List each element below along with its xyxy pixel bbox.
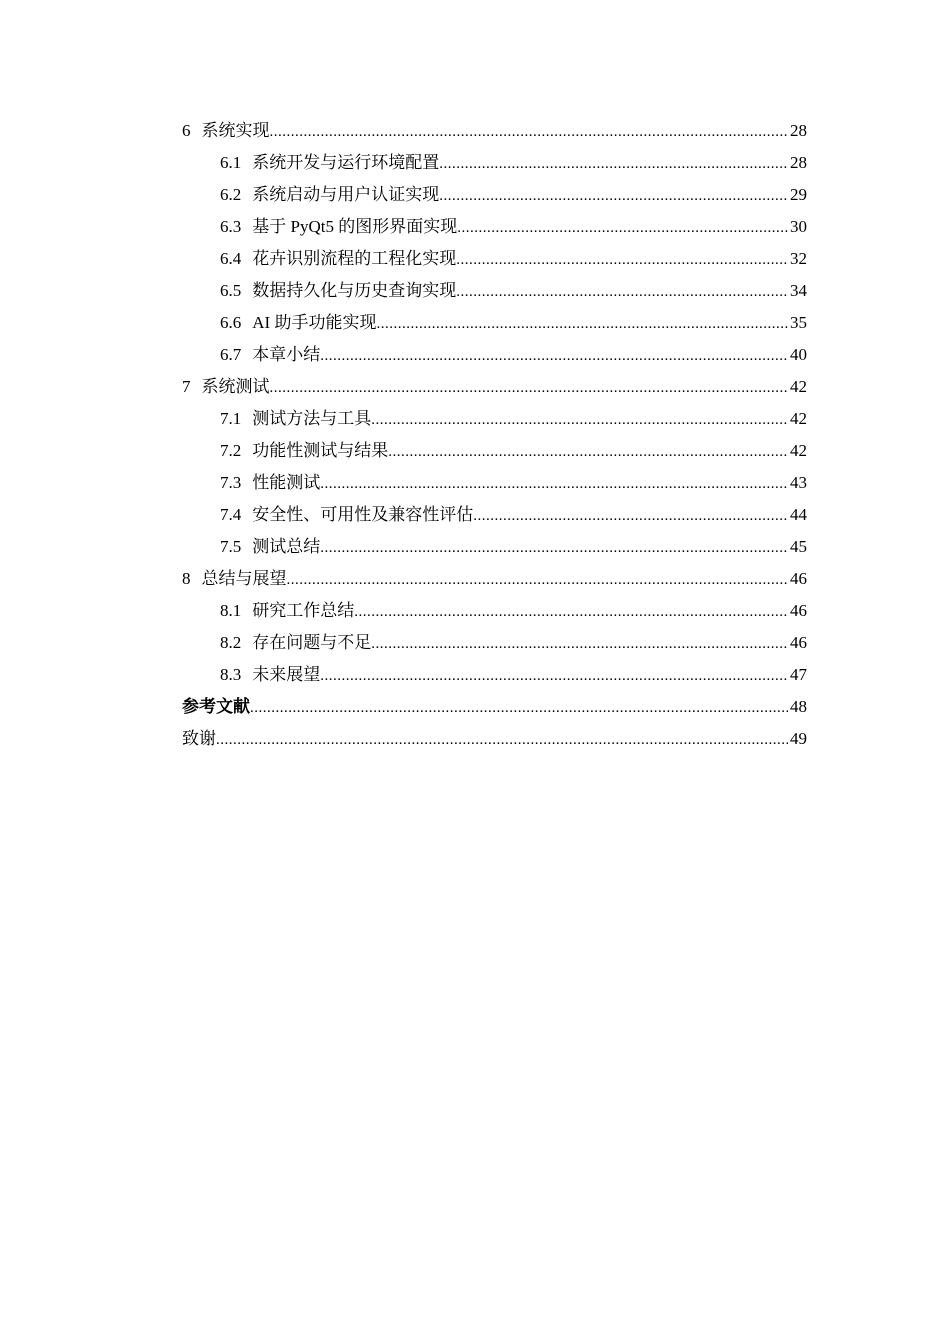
toc-entry-number: 8.2 [220,633,242,652]
toc-entry-text: 功能性测试与结果 [252,441,389,460]
toc-entry-title [220,243,456,275]
toc-entry[interactable] [182,499,807,531]
toc-entry-title [220,659,320,691]
toc-entry[interactable] [182,275,807,307]
toc-entry[interactable] [182,339,807,371]
toc-entry-number: 8.3 [220,665,242,684]
toc-page-number: 48 [790,697,807,716]
toc-entry-number: 6.6 [220,313,242,332]
toc-dot-leader [473,500,788,532]
toc-dot-leader [216,724,788,756]
toc-entry[interactable] [182,147,807,179]
toc-entry[interactable] [182,467,807,499]
toc-entry-number: 6.4 [220,249,242,268]
toc-entry-text: 系统启动与用户认证实现 [252,185,440,204]
toc-entry-number: 6.7 [220,345,242,364]
toc-entry-title [220,179,439,211]
toc-entry-title [220,275,456,307]
toc-dot-leader [354,596,788,628]
toc-page-number: 46 [790,601,807,620]
toc-entry-text: AI 助手功能实现 [252,313,377,332]
toc-page-number: 47 [790,665,807,684]
toc-entry[interactable] [182,723,807,755]
toc-entry[interactable] [182,307,807,339]
toc-entry-title [220,211,457,243]
toc-entry[interactable] [182,211,807,243]
toc-entry-number: 6.3 [220,217,242,236]
toc-entry-number: 6.1 [220,153,242,172]
toc-entry-number: 7.2 [220,441,242,460]
toc-entry-text: 花卉识别流程的工程化实现 [252,249,457,268]
toc-page-number: 29 [790,185,807,204]
toc-entry-title [182,115,270,147]
toc-entry[interactable] [182,243,807,275]
toc-entry-number: 7.1 [220,409,242,428]
toc-dot-leader [457,212,788,244]
toc-entry-title [220,595,354,627]
toc-entry-title [220,499,473,531]
toc-page-number: 28 [790,121,807,140]
toc-entry-number: 7.4 [220,505,242,524]
toc-entry-text: 未来展望 [252,665,321,684]
toc-dot-leader [270,116,789,148]
toc-entry-number: 6 [182,121,191,140]
toc-entry-text: 本章小结 [252,345,321,364]
toc-dot-leader [371,404,788,436]
toc-dot-leader [287,564,789,596]
toc-dot-leader [320,660,788,692]
toc-entry-title [182,371,270,403]
toc-entry-text: 安全性、可用性及兼容性评估 [252,505,474,524]
toc-dot-leader [439,180,788,212]
toc-entry[interactable] [182,115,807,147]
toc-entry-title [220,467,320,499]
toc-entry-text: 总结与展望 [201,569,287,588]
toc-entry-title [220,147,439,179]
toc-entry-text: 参考文献 [182,697,250,716]
toc-entry-title [182,723,216,755]
toc-entry-number: 7.5 [220,537,242,556]
toc-entry[interactable] [182,435,807,467]
toc-entry[interactable] [182,691,807,723]
toc-entry-text: 测试方法与工具 [252,409,372,428]
toc-page-number: 30 [790,217,807,236]
toc-entry-title [220,307,376,339]
toc-entry-number: 6.2 [220,185,242,204]
toc-page-number: 42 [790,377,807,396]
toc-entry-title [220,627,371,659]
toc-entry-title [182,691,250,723]
toc-entry-number: 8 [182,569,191,588]
toc-entry[interactable] [182,531,807,563]
toc-entry-title [220,403,371,435]
toc-entry-text: 系统开发与运行环境配置 [252,153,440,172]
toc-page-number: 46 [790,569,807,588]
toc-entry-text: 系统测试 [201,377,270,396]
table-of-contents [182,115,807,755]
toc-entry-text: 基于 PyQt5 的图形界面实现 [252,217,458,236]
toc-entry-text: 系统实现 [201,121,270,140]
toc-dot-leader [320,340,788,372]
toc-entry-number: 7 [182,377,191,396]
toc-entry-text: 数据持久化与历史查询实现 [252,281,457,300]
toc-page-number: 43 [790,473,807,492]
toc-dot-leader [439,148,788,180]
toc-entry-text: 致谢 [182,729,216,748]
toc-entry[interactable] [182,403,807,435]
toc-entry[interactable] [182,627,807,659]
toc-dot-leader [456,276,788,308]
toc-entry-text: 存在问题与不足 [252,633,372,652]
toc-entry-title [220,435,388,467]
toc-entry-number: 7.3 [220,473,242,492]
toc-dot-leader [456,244,788,276]
toc-entry-text: 测试总结 [252,537,321,556]
toc-dot-leader [320,532,788,564]
toc-entry[interactable] [182,371,807,403]
toc-entry[interactable] [182,563,807,595]
toc-entry-text: 研究工作总结 [252,601,355,620]
toc-page-number: 32 [790,249,807,268]
toc-entry-title [220,531,320,563]
toc-entry-number: 8.1 [220,601,242,620]
toc-page-number: 34 [790,281,807,300]
toc-page-number: 46 [790,633,807,652]
toc-entry[interactable] [182,595,807,627]
toc-entry-number: 6.5 [220,281,242,300]
toc-page-number: 42 [790,409,807,428]
toc-dot-leader [388,436,788,468]
toc-entry[interactable] [182,179,807,211]
toc-page-number: 40 [790,345,807,364]
toc-entry-text: 性能测试 [252,473,321,492]
toc-page-number: 28 [790,153,807,172]
toc-dot-leader [320,468,788,500]
toc-page-number: 49 [790,729,807,748]
toc-entry-title [220,339,320,371]
toc-dot-leader [250,692,788,724]
toc-dot-leader [371,628,788,660]
toc-page-number: 42 [790,441,807,460]
toc-entry-title [182,563,287,595]
toc-page-number: 44 [790,505,807,524]
toc-dot-leader [270,372,789,404]
toc-page-number: 35 [790,313,807,332]
toc-dot-leader [376,308,788,340]
toc-entry[interactable] [182,659,807,691]
toc-page-number: 45 [790,537,807,556]
